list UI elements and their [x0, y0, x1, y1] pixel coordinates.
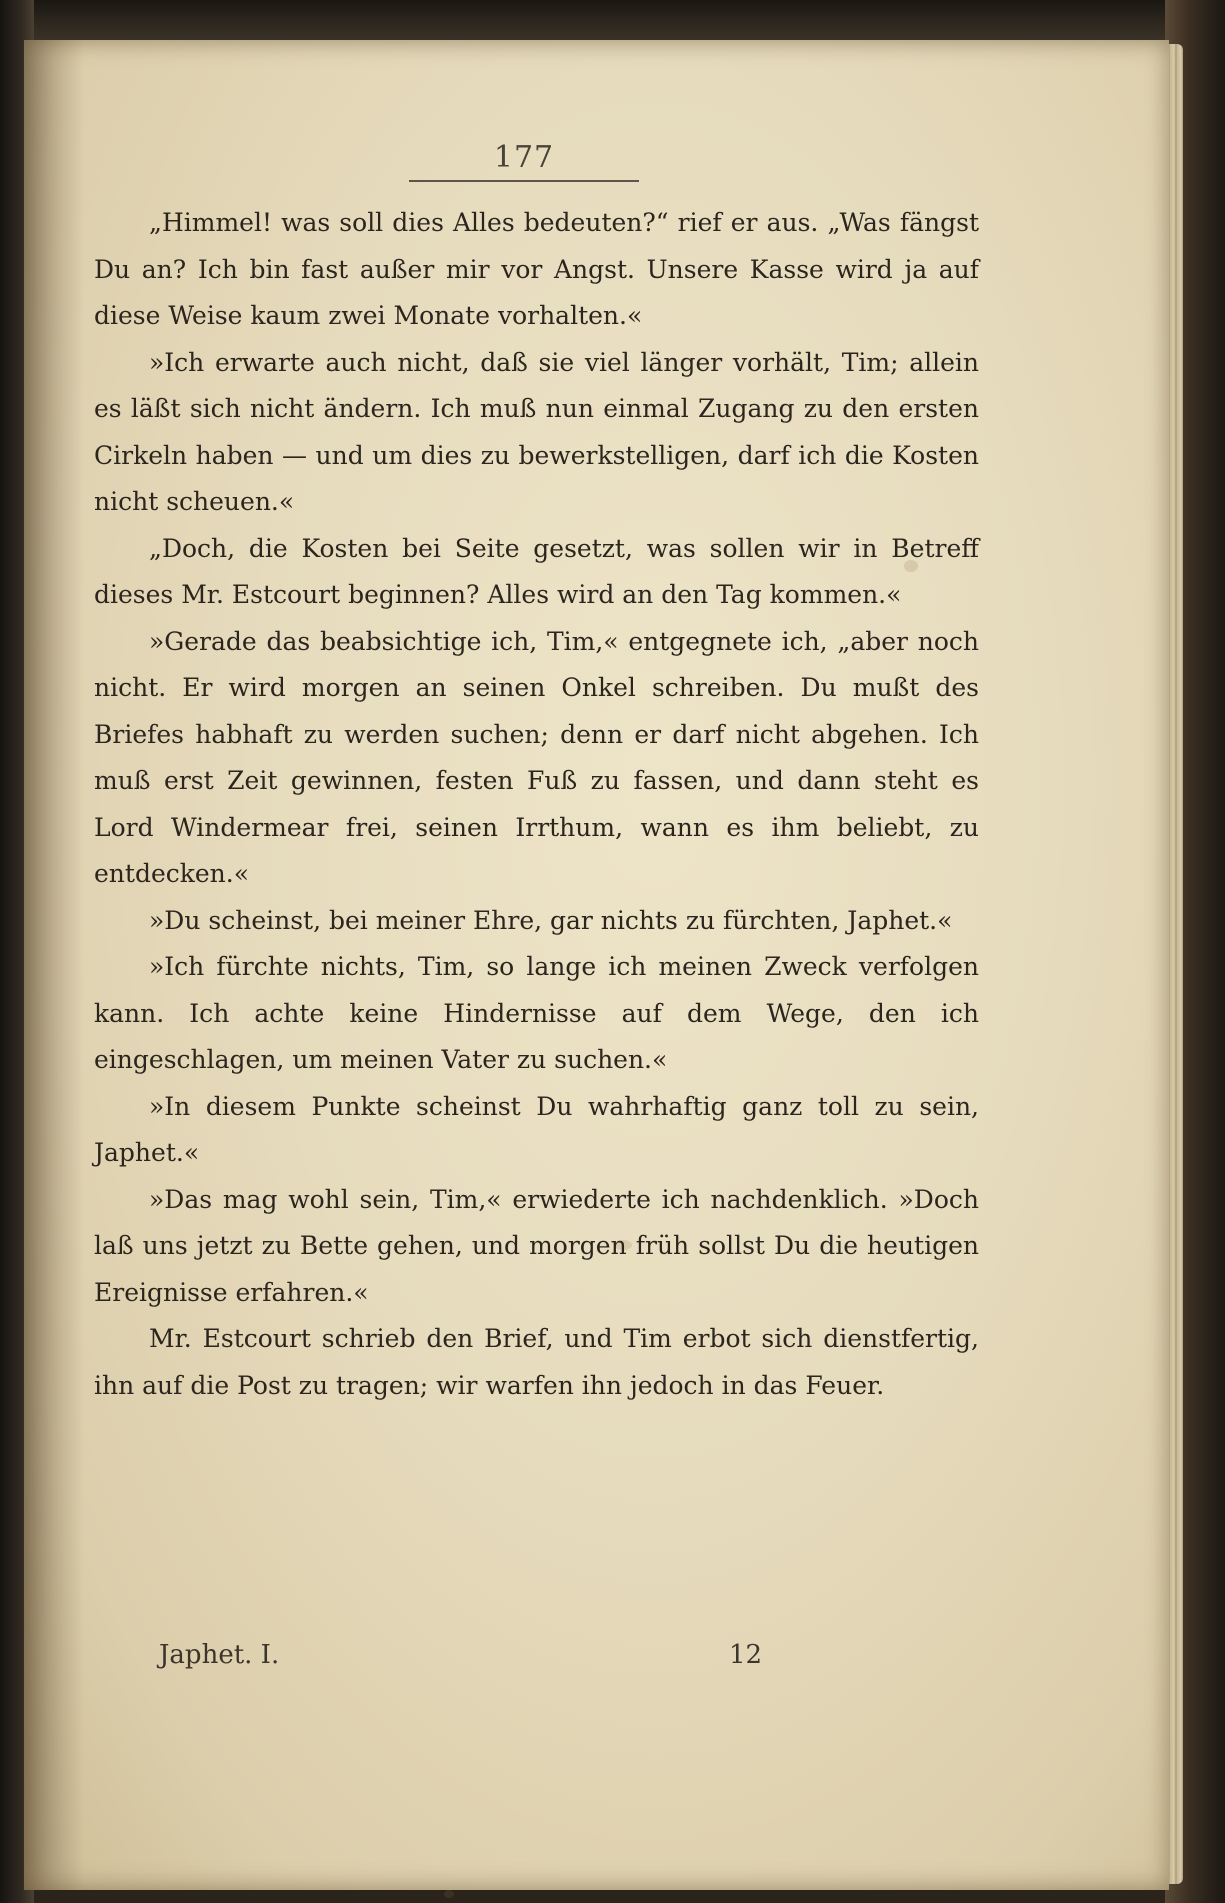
- paragraph: »Das mag wohl sein, Tim,« erwiederte ich nachdenklich. »Doch laß uns jetzt zu Bette gehen, und morgen früh sollst Du die heutigen Ereignisse erfahren.«: [94, 1184, 979, 1307]
- paragraph: Mr. Estcourt schrieb den Brief, und Tim erbot sich dienstfertig, ihn auf die Post zu tragen; wir warfen ihn jedoch in das Feuer.: [94, 1324, 979, 1400]
- page-number: 177: [493, 140, 555, 175]
- paragraph: »Du scheinst, bei meiner Ehre, gar nichts zu fürchten, Japhet.«: [149, 905, 953, 935]
- paragraph: „Himmel! was soll dies Alles bedeuten?“ rief er aus. „Was fängst Du an? Ich bin fast außer mir vor Angst. Unsere Kasse wird ja auf diese Weise kaum zwei Monate vorhalten.«: [94, 208, 979, 330]
- paragraph: »Ich fürchte nichts, Tim, so lange ich meinen Zweck verfolgen kann. Ich achte keine Hindernisse auf dem Wege, den ich eingeschlagen, um meinen Vater zu suchen.«: [94, 952, 979, 1074]
- foxing-spot: [444, 1890, 454, 1898]
- signature-number: 12: [729, 1640, 763, 1670]
- book-page: [24, 40, 1169, 1890]
- paragraph: »Ich erwarte auch nicht, daß sie viel länger vorhält, Tim; allein es läßt sich nicht ändern. Ich muß nun einmal Zugang zu den ersten Cirkeln haben — und um dies zu bewerkstelligen, darf ich die Kosten nicht scheuen.«: [94, 347, 979, 516]
- body-text: [94, 200, 979, 1409]
- paragraph: »Gerade das beabsichtige ich, Tim,« entgegnete ich, „aber noch nicht. Er wird morgen an seinen Onkel schreiben. Du mußt des Briefes habhaft zu werden suchen; denn er darf nicht abgehen. Ich muß erst Zeit gewinnen, festen Fuß zu fassen, und dann steht es Lord Windermear frei, seinen Irrthum, wann es ihm beliebt, zu entdecken.«: [94, 626, 979, 888]
- paragraph: „Doch, die Kosten bei Seite gesetzt, was sollen wir in Betreff dieses Mr. Estcourt beginnen? Alles wird an den Tag kommen.«: [94, 533, 979, 609]
- signature-title: Japhet. I.: [159, 1640, 280, 1670]
- gutter-shadow: [24, 40, 84, 1890]
- book-cover-top: [0, 0, 1225, 40]
- header-rule: [409, 180, 639, 182]
- paragraph: »In diesem Punkte scheinst Du wahrhaftig ganz toll zu sein, Japhet.«: [94, 1091, 979, 1167]
